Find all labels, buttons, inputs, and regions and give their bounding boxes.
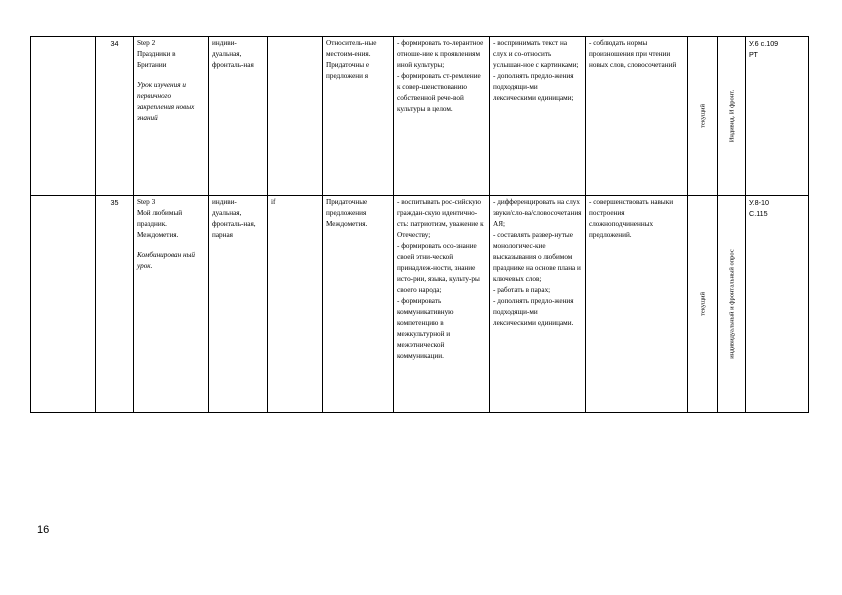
- topic-cell: [134, 196, 209, 413]
- lesson-number: 35: [96, 196, 134, 413]
- personal-results: - воспитывать рос-сийскую граждан-скую идентично-сть: патриотизм, уважение к Отечеству; - формировать осо-знание своей этни-ческой принадлеж-ности, знание исто-рии, языка, культу-ры своего народа; - формировать коммуникативную компетенцию в межкультурной и межэтнической коммуникации.: [394, 196, 490, 413]
- lesson-type: Урок изучения и первичного закрепления новых знаний: [137, 81, 195, 122]
- subject-results: - соблюдать нормы произношения при чтении новых слов, словосочетаний: [586, 37, 688, 196]
- blank-cell: [31, 196, 96, 413]
- homework: У.8-10 С.115: [746, 196, 809, 413]
- metasubject-results: - дифференцировать на слух звуки/сло-ва/словосочетания АЯ; - составлять развер-нутые монологичес-кие высказывания о любимом празднике на основе плана и ключевых слов; - работать в парах; - дополнять предло-жения подходящи-ми лексическими единицами.: [490, 196, 586, 413]
- metasubject-results: - воспринимать текст на слух и со-относить услышан-ное с картинками; - дополнять предло-жения подходящи-ми лексическими единицами;: [490, 37, 586, 196]
- other-cell: [268, 37, 323, 196]
- control-type: текущий: [699, 291, 706, 317]
- control-type-cell: [688, 196, 718, 413]
- topic-cell: [134, 37, 209, 196]
- control-form: Индивид. И фронт.: [728, 89, 735, 143]
- lesson-plan-table: [30, 36, 809, 413]
- lesson-number: 34: [96, 37, 134, 196]
- blank-cell: [31, 37, 96, 196]
- homework: У.6 с.109 РТ: [746, 37, 809, 196]
- table-row: [31, 196, 809, 413]
- table-row: [31, 37, 809, 196]
- lesson-topic: Step 2 Праздники в Британии: [137, 39, 176, 69]
- work-form: индиви-дуальная, фронталь-ная, парная: [209, 196, 268, 413]
- control-form-cell: [718, 196, 746, 413]
- lesson-topic: Step 3 Мой любимый праздник. Междометия.: [137, 198, 183, 239]
- control-type: текущий: [699, 103, 706, 129]
- lesson-content: Относитель-ные местоим-ения. Придаточны е предложени я: [323, 37, 394, 196]
- lesson-content: Придаточные предложения Междометия.: [323, 196, 394, 413]
- lesson-type: Комбинирован ный урок.: [137, 251, 196, 270]
- personal-results: - формировать то-лерантное отноше-ние к проявлениям иной культуры; - формировать ст-ремление к совер-шенствованию собственной рече-вой культуры в целом.: [394, 37, 490, 196]
- control-type-cell: [688, 37, 718, 196]
- control-form: индивидуальный и фронтальный опрос: [728, 249, 735, 359]
- control-form-cell: [718, 37, 746, 196]
- other-cell: if: [268, 196, 323, 413]
- work-form: индиви-дуальная, фронталь-ная: [209, 37, 268, 196]
- subject-results: - совершенствовать навыки построения сложноподчиненных предложений.: [586, 196, 688, 413]
- page-number: 16: [37, 524, 50, 536]
